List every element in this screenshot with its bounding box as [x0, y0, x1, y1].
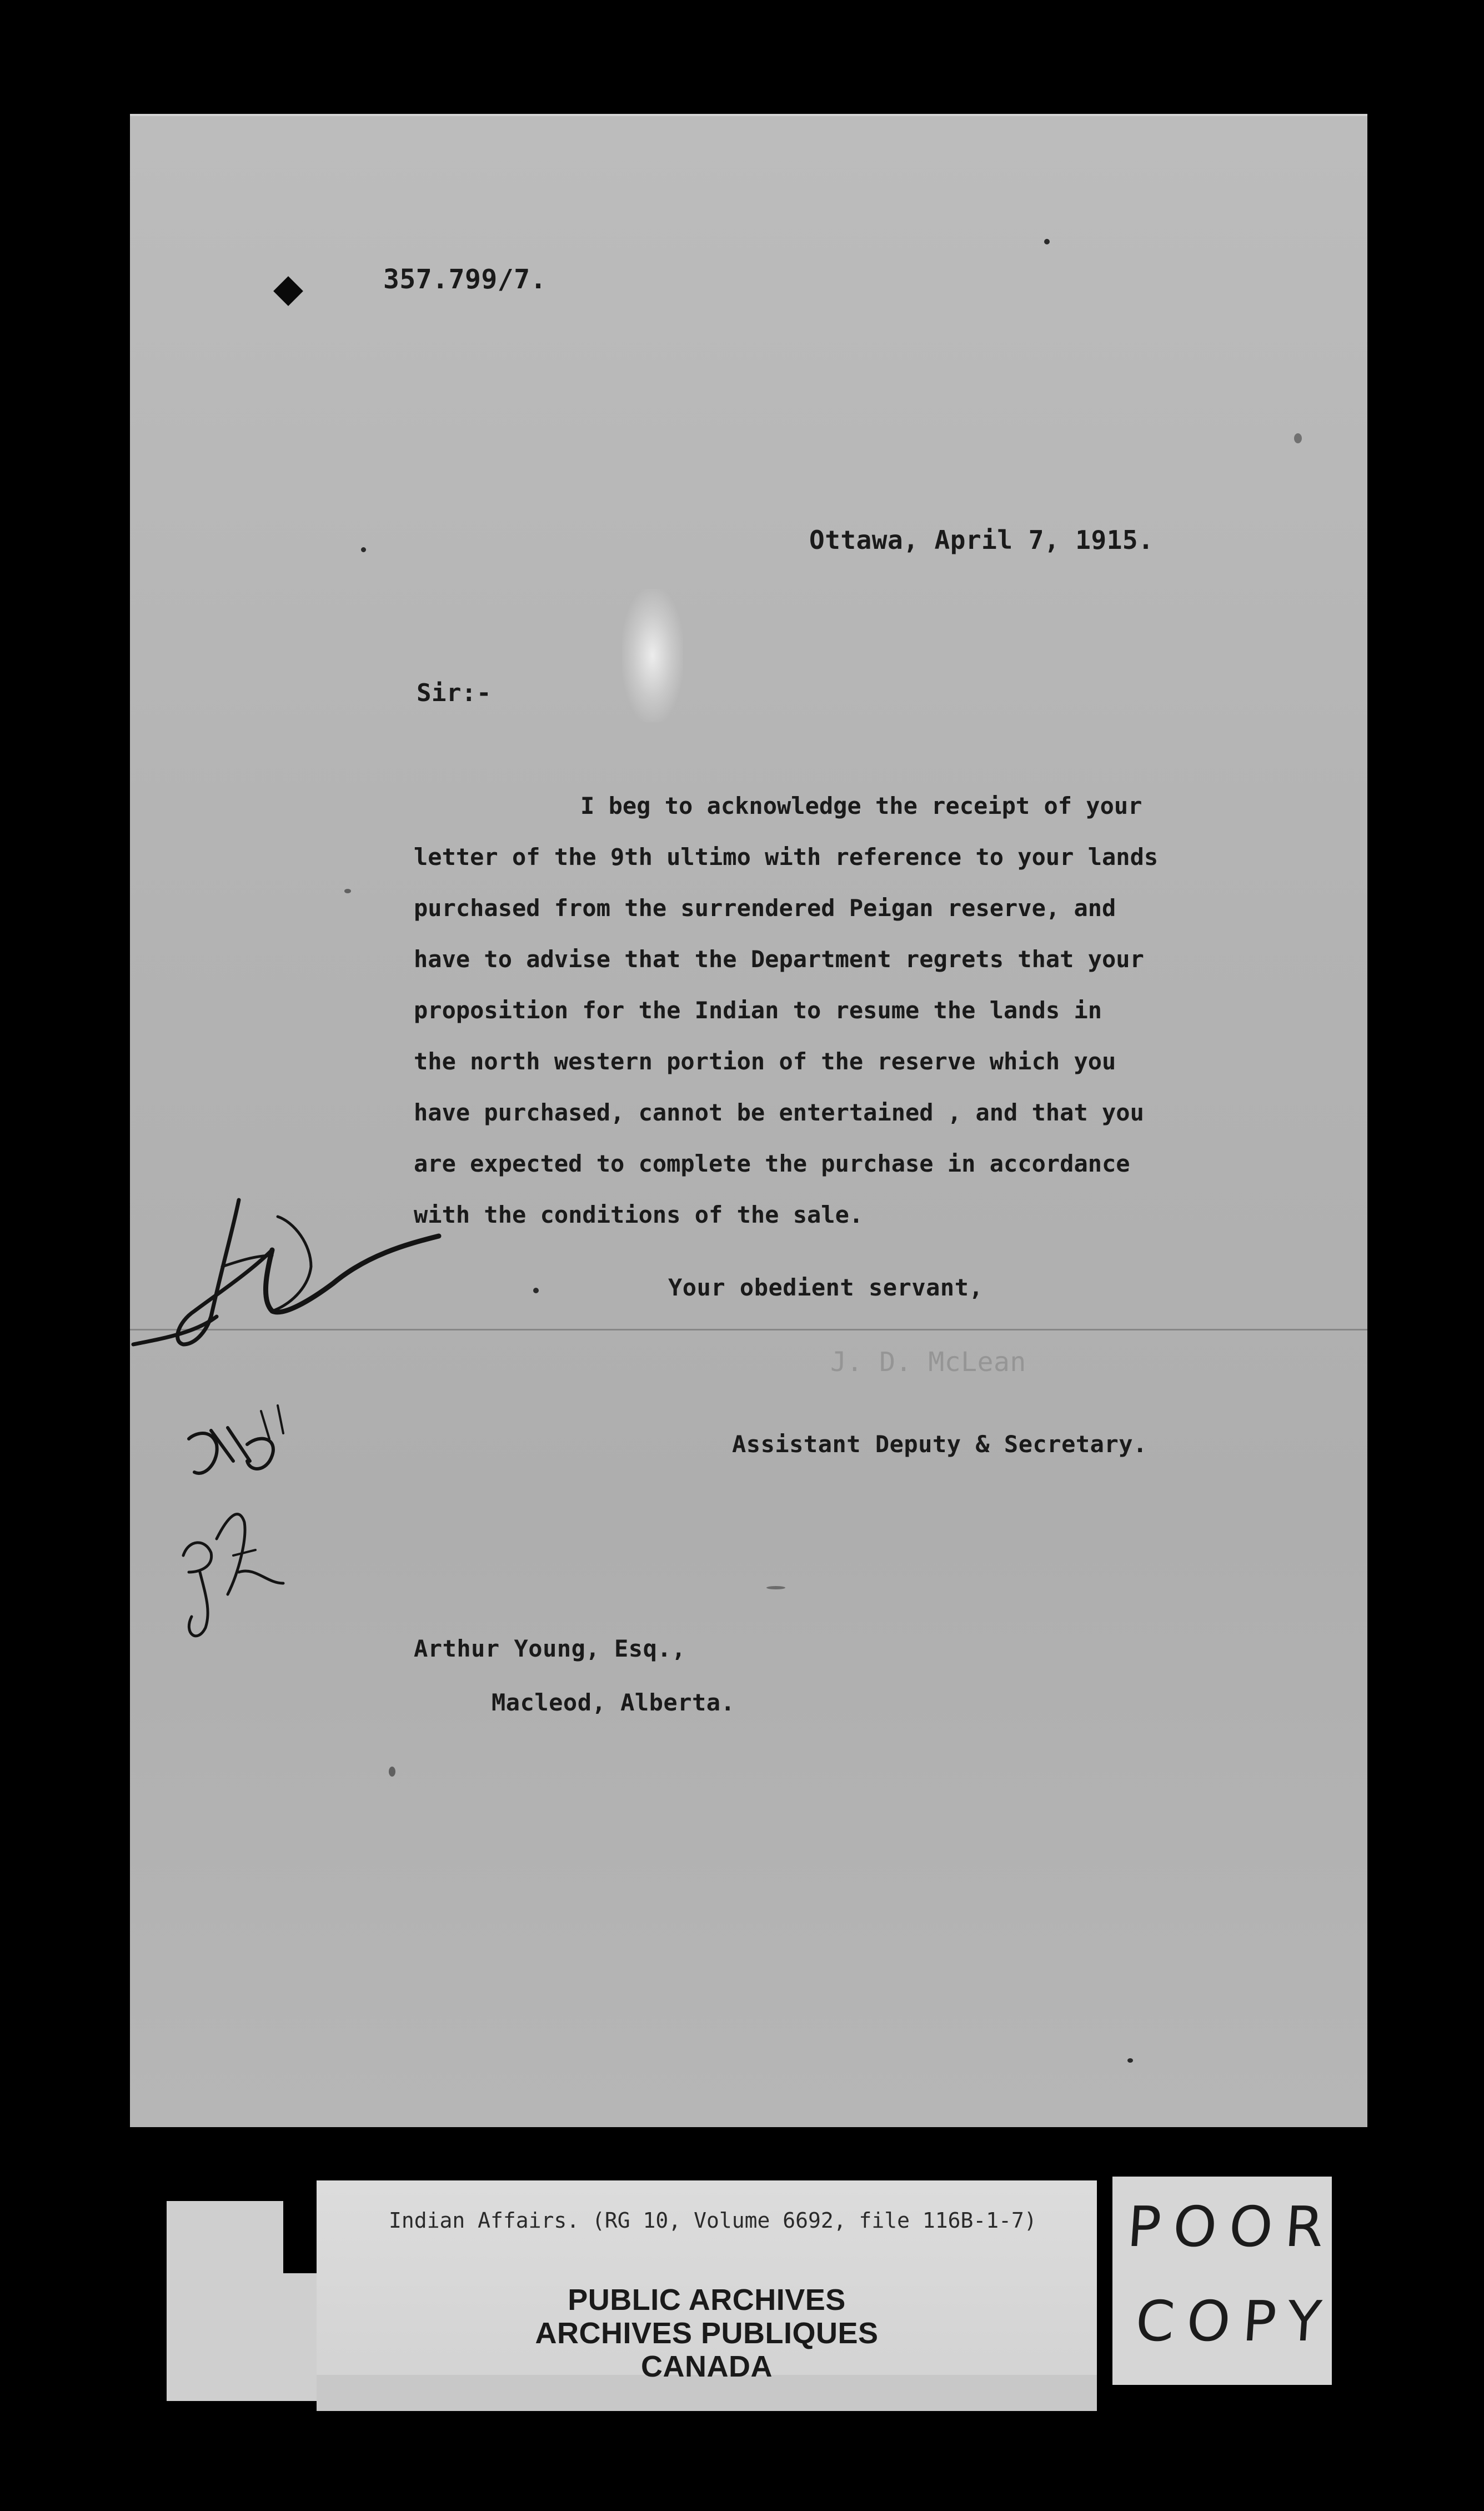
recipient-location: Macleod, Alberta.: [492, 1689, 735, 1716]
archive-source-reference: Indian Affairs. (RG 10, Volume 6692, file 116B-1-7): [389, 2208, 1037, 2233]
body-line: with the conditions of the sale.: [414, 1201, 864, 1228]
body-line: purchased from the surrendered Peigan reserve, and: [414, 894, 1116, 922]
handwritten-note-line: POOR: [1125, 2194, 1338, 2259]
body-line: the north western portion of the reserve which you: [414, 1048, 1116, 1075]
body-line: I beg to acknowledge the receipt of your: [580, 792, 1142, 819]
body-line: proposition for the Indian to resume the lands in: [414, 997, 1102, 1024]
archive-institution: [317, 2283, 1097, 2383]
handwritten-note-line: COPY: [1133, 2289, 1336, 2354]
body-line: are expected to complete the purchase in accordance: [414, 1150, 1130, 1177]
paper-speck: [389, 1767, 395, 1777]
file-reference-number: 357.799/7.: [383, 264, 547, 295]
institution-line: CANADA: [641, 2350, 773, 2383]
institution-line: ARCHIVES PUBLIQUES: [535, 2317, 879, 2350]
handwritten-initials: [128, 1183, 461, 1694]
paper-speck: [1127, 2058, 1133, 2063]
signatory-title: Assistant Deputy & Secretary.: [732, 1430, 1147, 1458]
institution-line: PUBLIC ARCHIVES: [568, 2283, 846, 2317]
paper-speck: [361, 547, 366, 552]
paper-speck: [1044, 239, 1050, 244]
paper-smudge: [622, 589, 683, 722]
paper-speck: [1294, 433, 1302, 443]
closing: Your obedient servant,: [668, 1274, 984, 1301]
paper-speck: [766, 1586, 785, 1589]
recipient-name: Arthur Young, Esq.,: [414, 1635, 686, 1662]
letter-date: Ottawa, April 7, 1915.: [809, 525, 1154, 555]
body-line: have to advise that the Department regrets that your: [414, 946, 1144, 973]
paper-speck: [533, 1288, 539, 1293]
letter-body: [414, 781, 1302, 1241]
body-line: letter of the 9th ultimo with reference to your lands: [414, 843, 1159, 871]
paper-speck: [344, 889, 351, 893]
faded-signature: J. D. McLean: [830, 1347, 1026, 1378]
salutation: Sir:-: [417, 679, 492, 707]
body-line: have purchased, cannot be entertained , and that you: [414, 1099, 1144, 1126]
